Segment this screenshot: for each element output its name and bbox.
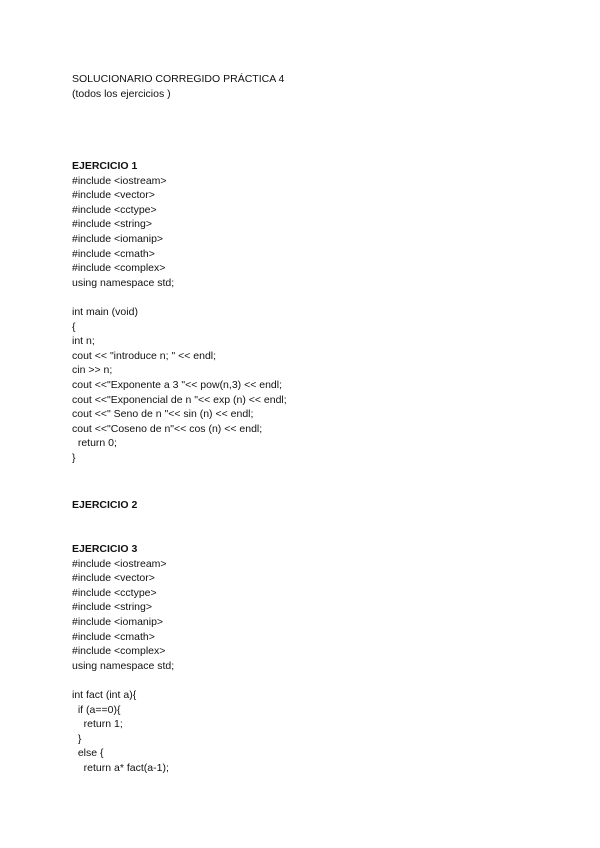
code-line: }	[72, 451, 76, 464]
exercise-1	[72, 159, 572, 465]
code-line: cout <<" Seno de n "<< sin (n) << endl;	[72, 408, 254, 421]
code-line: cout <<"Coseno de n"<< cos (n) << endl;	[72, 422, 263, 435]
exercise-1-heading: EJERCICIO 1	[72, 160, 138, 172]
code-line: int main (void)	[72, 305, 138, 318]
code-line: #include <complex>	[72, 645, 166, 658]
code-line: cout << "introduce n; " << endl;	[72, 349, 217, 362]
code-line: int fact (int a){	[72, 688, 137, 701]
code-line: #include <string>	[72, 601, 152, 614]
code-line: #include <vector>	[72, 189, 155, 202]
code-line: return 0;	[72, 437, 117, 450]
code-line: return 1;	[72, 718, 123, 731]
code-line: {	[72, 320, 76, 333]
code-line: int n;	[72, 335, 95, 348]
document-title: SOLUCIONARIO CORREGIDO PRÁCTICA 4	[72, 73, 285, 85]
code-line: #include <string>	[72, 218, 152, 231]
document-subtitle: (todos los ejercicios )	[72, 87, 171, 100]
code-line: #include <vector>	[72, 572, 155, 585]
code-line: #include <cctype>	[72, 586, 157, 599]
exercise-3	[72, 542, 572, 776]
code-line: if (a==0){	[72, 703, 121, 716]
code-line: #include <iostream>	[72, 174, 167, 187]
code-line: return a* fact(a-1);	[72, 761, 169, 774]
code-line: #include <complex>	[72, 262, 166, 275]
code-line: cout <<"Exponencial de n "<< exp (n) << endl;	[72, 393, 287, 406]
code-line: cout <<"Exponente a 3 "<< pow(n,3) << endl;	[72, 378, 283, 391]
code-line: #include <cmath>	[72, 630, 155, 643]
exercise-2	[72, 498, 572, 513]
code-line: using namespace std;	[72, 659, 175, 672]
document-header	[72, 72, 572, 101]
exercise-3-heading: EJERCICIO 3	[72, 543, 138, 555]
code-line: #include <iostream>	[72, 557, 167, 570]
code-line: }	[72, 732, 82, 745]
code-line: #include <iomanip>	[72, 232, 164, 245]
code-line: #include <cmath>	[72, 247, 155, 260]
exercise-2-heading: EJERCICIO 2	[72, 499, 138, 511]
code-line: cin >> n;	[72, 364, 113, 377]
code-line: #include <cctype>	[72, 203, 157, 216]
code-line: using namespace std;	[72, 276, 175, 289]
code-line: else {	[72, 747, 104, 760]
code-line: #include <iomanip>	[72, 615, 164, 628]
